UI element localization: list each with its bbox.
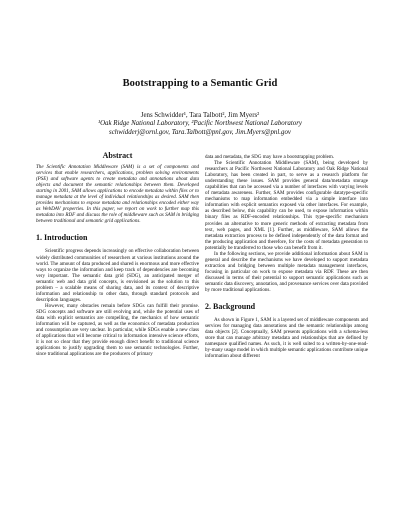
section-1-paragraph-2: However, many obstacles remain before SDGs can fulfill their promise. SDG concepts and software are still evolving and, while the potential uses of data with explicit semantics are compelling, the mechanics of how semantic information will be captured, as well as the economics of metadata production and consumption are very unclear. In particular, while SDGs enable a new class of applications that will become critical to information intensive science efforts, it is not so clear that they provide enough direct benefit to traditional science applications to justify upgrading them to use semantic technologies. Further, since traditional applications are the producers of primary xyxy=(36,302,199,358)
section-1-paragraph-1: Scientific progress depends increasingly on effective collaboration between widely distributed communities of researchers at various institutions around the world. The amount of data produced and shared is enormous and more effective ways to organize the information and keep track of dependencies are becoming very important. The semantic data grid (SDG), an anticipated merger of semantic web and data grid concepts, is envisioned as the solution to this problem – a scalable means of sharing data, and its context of descriptive information and relationship to other data, through standard protocols and description languages. xyxy=(36,248,199,303)
section-2-heading: 2. Background xyxy=(205,302,256,312)
author-affiliations: ¹Oak Ridge National Laboratory, ²Pacific Northwest National Laboratory xyxy=(98,120,302,128)
section-1-paragraph-4: The Scientific Annotation Middleware (SAM), being developed by researchers at Pacific Northwest National Laboratory and Oak Ridge National Laboratory, has been created in part, to serve as a research platform for understanding these issues. SAM provides general data/metadata storage capabilities that can be accessed via a number of interfaces with varying levels of metadata awareness. Further, SAM provides configurable datatype-specific mechanisms to map information embedded via a simple interface into information with explicit semantics exposed via other interfaces. For example, as described below, this capability can be used, to expose information within binary files as RDF-encoded relationships. This type-specific mechanism provides an alternative to more generic methods of extracting metadata from text, web pages, and XML [1]. Further, as middleware, SAM allows the metadata extraction process to be defined independently of the data format and the producing application and therefore, for the costs of metadata generation to potentially be transferred to those who can benefit from it. xyxy=(205,160,368,251)
paper-title: Bootstrapping to a Semantic Grid xyxy=(122,78,278,89)
author-names: Jens Schwidder¹, Tara Talbott², Jim Myers² xyxy=(140,112,260,119)
section-1-heading: 1. Introduction xyxy=(36,233,88,243)
right-column xyxy=(205,154,368,359)
author-emails: schwidderj@ornl.gov, Tara.Talbott@pnl.gov, Jim.Myers@pnl.gov xyxy=(109,128,291,136)
section-2-paragraph-1: As shown in Figure 1, SAM is a layered set of middleware components and services for managing data annotations and the semantic relationships among data objects [2]. Conceptually, SAM presents applications with a schema-less store that can manage arbitrary metadata and relationships that are defined by namespace qualified names. As such, it is well suited to a written-by-one-read-by-many usage model in which multiple semantic applications contribute unique information about different xyxy=(205,317,369,360)
author-block xyxy=(0,112,400,137)
abstract-text: The Scientific Annotation Middleware (SAM) is a set of components and services that enable researchers, applications, problem solving environments (PSE) and software agents to create metadata and annotations about data objects and document the semantic relationships between them. Developed starting in 2001, SAM allows applications to encode metadata within files or to manage metadata at the level of individual relationships as desired. SAM then provides mechanisms to expose metadata and relationships encoded either way as WebDAV properties. In this paper, we report on work to further map this metadata into RDF and discuss the role of middleware such as SAM in bridging between traditional and semantic grid applications. xyxy=(36,164,199,225)
abstract-heading: Abstract xyxy=(102,151,133,160)
section-1-paragraph-3: data and metadata, the SDG may have a bootstrapping problem. xyxy=(205,154,335,160)
section-1-paragraph-5: In the following sections, we provide additional information about SAM in general and describe the mechanisms we have developed to support metadata extraction and bridging between multiple metadata management interfaces, focusing in particular on work to expose metadata via RDF. These are then discussed in terms of their potential to support semantic applications such as semantic data discovery, annotation, and provenance services over data provided by more traditional applications. xyxy=(205,250,368,294)
left-column xyxy=(36,151,199,357)
